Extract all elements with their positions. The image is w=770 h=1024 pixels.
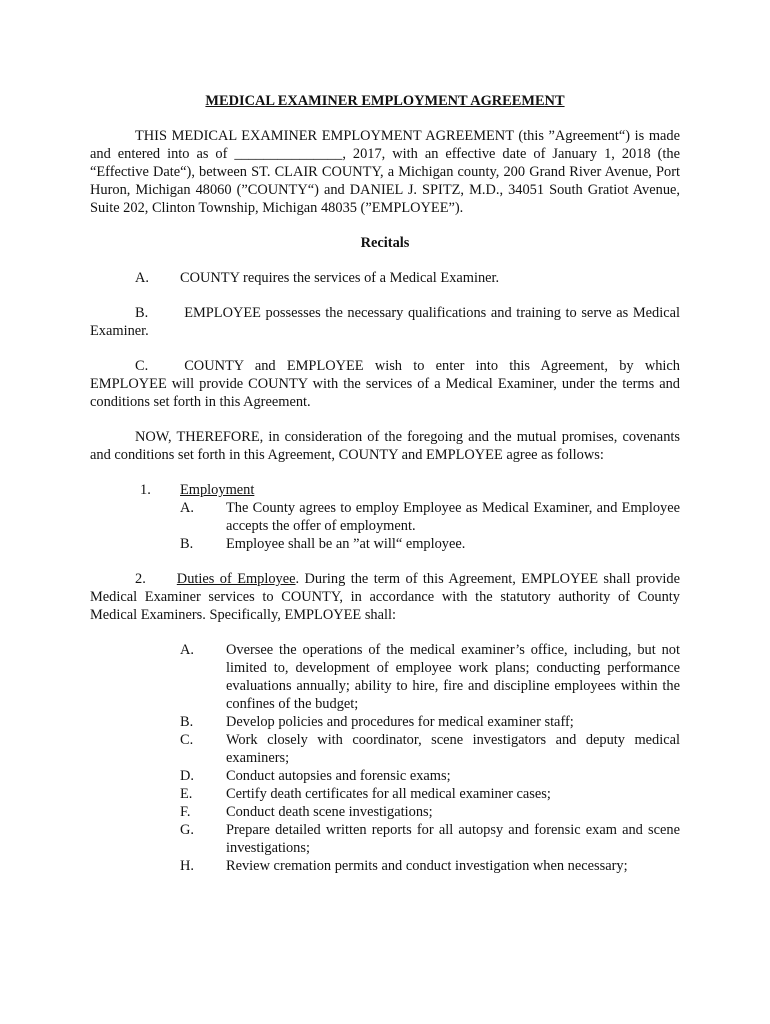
item-text: Employee shall be an ”at will“ employee. [226, 536, 466, 552]
item-label: F. [180, 804, 191, 820]
recitals-heading: Recitals [360, 235, 410, 251]
intro-paragraph: THIS MEDICAL EXAMINER EMPLOYMENT AGREEMENT (this ”Agreement“) is made and entered into as of _______________, 2017, with an effective date of January 1, 2018 (the “Effective Date“), between ST. CLAIR COUNTY, a Michigan county, 200 Grand River Avenue, Port Huron, Michigan 48060 (”COUNTY“) and DANIEL J. SPITZ, M.D., 34051 South Gratiot Avenue, Suite 202, Clinton Township, Michigan 48035 (”EMPLOYEE”). [90, 128, 680, 216]
section-2-item-d [90, 767, 680, 785]
recital-text: EMPLOYEE possesses the necessary qualifications and training to serve as Medical Examiner. [90, 305, 680, 339]
item-label: G. [180, 822, 194, 838]
section-heading: Duties of Employee [176, 571, 296, 587]
section-1-heading-row [90, 481, 680, 499]
section-2-item-b [90, 713, 680, 731]
section-text: . During the term of this Agreement, EMPLOYEE shall provide Medical Examiner services to COUNTY, in accordance with the statutory authority of County Medical Examiners. Specifically, EMPLOYEE shall: [90, 571, 680, 623]
item-text: The County agrees to employ Employee as Medical Examiner, and Employee accepts the offer of employment. [226, 500, 680, 534]
section-2-item-f [90, 803, 680, 821]
section-2-item-h [90, 857, 680, 875]
section-heading: Employment [180, 482, 255, 498]
section-number: 1. [140, 482, 151, 498]
item-text: Oversee the operations of the medical examiner’s office, including, but not limited to, development of employee work plans; conducting performance evaluations annually; ability to hire, fire and discipline employees within the confines of the budget; [226, 642, 680, 712]
section-1-item-b [90, 535, 680, 553]
item-label: B. [180, 714, 194, 730]
item-text: Review cremation permits and conduct investigation when necessary; [226, 858, 628, 874]
item-text: Prepare detailed written reports for all autopsy and forensic exam and scene investigations; [226, 822, 680, 856]
recital-label: C. [135, 358, 149, 374]
section-2-item-c [90, 731, 680, 767]
item-label: E. [180, 786, 193, 802]
document-title: MEDICAL EXAMINER EMPLOYMENT AGREEMENT [205, 93, 565, 109]
recital-label: A. [135, 270, 149, 286]
item-text: Conduct death scene investigations; [226, 804, 433, 820]
item-text: Certify death certificates for all medical examiner cases; [226, 786, 551, 802]
section-2-paragraph [90, 570, 680, 624]
item-label: A. [180, 500, 194, 516]
recital-c [90, 357, 680, 411]
section-2-item-a [90, 641, 680, 713]
item-label: H. [180, 858, 194, 874]
now-therefore-paragraph: NOW, THEREFORE, in consideration of the foregoing and the mutual promises, covenants and conditions set forth in this Agreement, COUNTY and EMPLOYEE agree as follows: [90, 429, 680, 463]
document-page [90, 92, 680, 875]
recital-label: B. [135, 305, 149, 321]
section-number: 2. [135, 571, 146, 587]
recital-a [90, 269, 680, 287]
section-1-item-a [90, 499, 680, 535]
item-label: C. [180, 732, 194, 748]
item-label: D. [180, 768, 194, 784]
item-text: Conduct autopsies and forensic exams; [226, 768, 451, 784]
recital-b [90, 304, 680, 340]
section-2-item-e [90, 785, 680, 803]
item-label: B. [180, 536, 194, 552]
item-label: A. [180, 642, 194, 658]
recital-text: COUNTY and EMPLOYEE wish to enter into this Agreement, by which EMPLOYEE will provide COUNTY with the services of a Medical Examiner, under the terms and conditions set forth in this Agreement. [90, 358, 680, 410]
item-text: Develop policies and procedures for medical examiner staff; [226, 714, 574, 730]
recital-text: COUNTY requires the services of a Medical Examiner. [180, 270, 500, 286]
item-text: Work closely with coordinator, scene investigators and deputy medical examiners; [226, 732, 680, 766]
section-2-item-g [90, 821, 680, 857]
